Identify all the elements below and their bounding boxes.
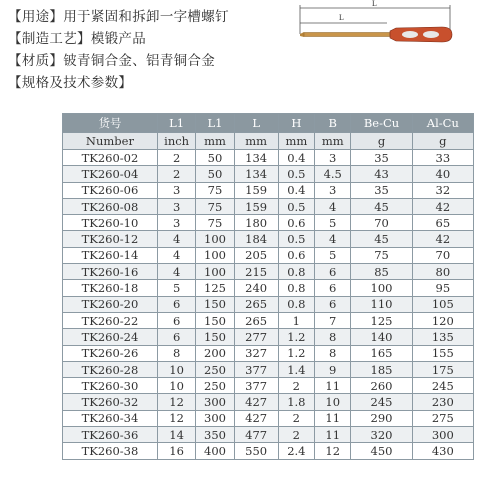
table-cell: 10	[157, 361, 195, 377]
table-cell: 50	[196, 166, 234, 182]
column-header: L1	[157, 114, 195, 133]
table-cell: 135	[412, 329, 473, 345]
table-cell: 2	[278, 410, 314, 426]
table-cell: 155	[412, 345, 473, 361]
table-cell: 42	[412, 231, 473, 247]
table-row	[63, 150, 474, 166]
table-cell: 159	[234, 182, 278, 198]
table-row	[63, 215, 474, 231]
table-cell: 33	[412, 150, 473, 166]
table-cell: 0.8	[278, 296, 314, 312]
table-cell: 277	[234, 329, 278, 345]
table-cell: 45	[351, 198, 412, 214]
info-specs: 【规格及技术参数】	[8, 75, 133, 91]
table-cell: 185	[351, 361, 412, 377]
table-cell: 42	[412, 198, 473, 214]
table-cell: 100	[196, 247, 234, 263]
column-header: L1	[196, 114, 234, 133]
table-cell: 0.4	[278, 150, 314, 166]
table-cell: 65	[412, 215, 473, 231]
table-cell: 427	[234, 410, 278, 426]
table-cell: 0.4	[278, 182, 314, 198]
table-cell: 245	[351, 394, 412, 410]
table-cell: 0.5	[278, 166, 314, 182]
info-label: 材质	[21, 53, 50, 69]
table-cell: 350	[196, 427, 234, 443]
table-cell: 11	[315, 427, 351, 443]
table-cell: 12	[157, 394, 195, 410]
table-cell: 3	[157, 215, 195, 231]
table-row	[63, 296, 474, 312]
table-cell: 80	[412, 264, 473, 280]
table-row	[63, 280, 474, 296]
table-cell: 75	[196, 182, 234, 198]
table-row	[63, 378, 474, 394]
table-cell: 3	[315, 150, 351, 166]
product-number-cell: TK260-30	[63, 378, 158, 394]
column-unit: mm	[196, 133, 234, 150]
table-cell: 100	[196, 231, 234, 247]
table-cell: 4	[157, 231, 195, 247]
table-cell: 70	[351, 215, 412, 231]
table-cell: 4	[315, 198, 351, 214]
table-cell: 320	[351, 427, 412, 443]
table-cell: 6	[157, 312, 195, 328]
table-row	[63, 329, 474, 345]
column-unit: mm	[234, 133, 278, 150]
product-number-cell: TK260-12	[63, 231, 158, 247]
table-cell: 45	[351, 231, 412, 247]
table-cell: 11	[315, 410, 351, 426]
table-cell: 1.2	[278, 329, 314, 345]
product-number-cell: TK260-16	[63, 264, 158, 280]
table-cell: 175	[412, 361, 473, 377]
column-unit: inch	[157, 133, 195, 150]
table-cell: 215	[234, 264, 278, 280]
table-row	[63, 361, 474, 377]
table-cell: 550	[234, 443, 278, 459]
table-cell: 10	[315, 394, 351, 410]
table-cell: 75	[196, 215, 234, 231]
column-unit: g	[351, 133, 412, 150]
table-cell: 300	[196, 410, 234, 426]
length-label: L	[372, 0, 377, 8]
column-header: L	[234, 114, 278, 133]
column-header: Al-Cu	[412, 114, 473, 133]
table-cell: 430	[412, 443, 473, 459]
table-cell: 6	[157, 329, 195, 345]
table-cell: 3	[157, 182, 195, 198]
table-row	[63, 231, 474, 247]
table-cell: 125	[351, 312, 412, 328]
table-cell: 0.5	[278, 198, 314, 214]
product-number-cell: TK260-06	[63, 182, 158, 198]
table-cell: 120	[412, 312, 473, 328]
table-row	[63, 264, 474, 280]
column-unit: g	[412, 133, 473, 150]
table-cell: 0.5	[278, 231, 314, 247]
table-cell: 240	[234, 280, 278, 296]
column-header: 货号	[63, 114, 158, 133]
table-cell: 180	[234, 215, 278, 231]
table-cell: 5	[315, 215, 351, 231]
table-cell: 16	[157, 443, 195, 459]
blade-length-label: L	[339, 13, 344, 22]
table-row	[63, 182, 474, 198]
table-cell: 40	[412, 166, 473, 182]
table-cell: 2.4	[278, 443, 314, 459]
info-text: 用于紧固和拆卸一字槽螺钉	[63, 9, 229, 25]
table-cell: 205	[234, 247, 278, 263]
table-cell: 1.4	[278, 361, 314, 377]
table-cell: 377	[234, 361, 278, 377]
table-header-row	[63, 114, 474, 133]
table-cell: 75	[196, 198, 234, 214]
product-number-cell: TK260-36	[63, 427, 158, 443]
table-cell: 0.8	[278, 264, 314, 280]
table-cell: 7	[315, 312, 351, 328]
table-cell: 14	[157, 427, 195, 443]
table-row	[63, 443, 474, 459]
table-cell: 1.2	[278, 345, 314, 361]
info-text: 铍青铜合金、铝青铜合金	[63, 53, 216, 69]
table-cell: 50	[196, 150, 234, 166]
table-cell: 0.6	[278, 247, 314, 263]
table-cell: 250	[196, 378, 234, 394]
table-cell: 2	[157, 166, 195, 182]
table-cell: 4	[315, 231, 351, 247]
table-cell: 1.8	[278, 394, 314, 410]
table-cell: 200	[196, 345, 234, 361]
table-cell: 8	[157, 345, 195, 361]
table-cell: 8	[315, 329, 351, 345]
table-cell: 140	[351, 329, 412, 345]
product-number-cell: TK260-24	[63, 329, 158, 345]
screwdriver-handle	[390, 27, 452, 42]
table-cell: 8	[315, 345, 351, 361]
table-cell: 377	[234, 378, 278, 394]
table-row	[63, 247, 474, 263]
table-row	[63, 198, 474, 214]
table-cell: 105	[412, 296, 473, 312]
table-row	[63, 166, 474, 182]
product-number-cell: TK260-32	[63, 394, 158, 410]
table-cell: 6	[315, 280, 351, 296]
table-cell: 4.5	[315, 166, 351, 182]
table-cell: 250	[196, 361, 234, 377]
product-number-cell: TK260-20	[63, 296, 158, 312]
table-cell: 300	[196, 394, 234, 410]
info-label: 制造工艺	[21, 31, 78, 47]
table-cell: 400	[196, 443, 234, 459]
table-cell: 3	[315, 182, 351, 198]
table-subheader-row	[63, 133, 474, 150]
info-label: 规格及技术参数	[21, 75, 119, 91]
table-cell: 150	[196, 296, 234, 312]
table-cell: 110	[351, 296, 412, 312]
table-cell: 6	[157, 296, 195, 312]
column-header: Be-Cu	[351, 114, 412, 133]
table-cell: 477	[234, 427, 278, 443]
table-cell: 0.6	[278, 215, 314, 231]
table-cell: 6	[315, 264, 351, 280]
table-cell: 134	[234, 150, 278, 166]
column-header: H	[278, 114, 314, 133]
table-cell: 260	[351, 378, 412, 394]
table-cell: 70	[412, 247, 473, 263]
table-cell: 5	[157, 280, 195, 296]
screwdriver-tip	[300, 32, 304, 37]
product-number-cell: TK260-04	[63, 166, 158, 182]
table-cell: 4	[157, 264, 195, 280]
table-cell: 43	[351, 166, 412, 182]
table-cell: 2	[278, 427, 314, 443]
product-number-cell: TK260-26	[63, 345, 158, 361]
table-cell: 9	[315, 361, 351, 377]
table-row	[63, 427, 474, 443]
product-number-cell: TK260-18	[63, 280, 158, 296]
table-row	[63, 394, 474, 410]
table-cell: 150	[196, 312, 234, 328]
table-cell: 85	[351, 264, 412, 280]
table-cell: 184	[234, 231, 278, 247]
table-cell: 125	[196, 280, 234, 296]
table-cell: 427	[234, 394, 278, 410]
table-cell: 35	[351, 150, 412, 166]
table-cell: 2	[278, 378, 314, 394]
product-number-cell: TK260-22	[63, 312, 158, 328]
table-cell: 265	[234, 296, 278, 312]
info-label: 用途	[21, 9, 50, 25]
info-material: 【材质】铍青铜合金、铝青铜合金	[8, 53, 216, 69]
table-cell: 100	[351, 280, 412, 296]
info-usage: 【用途】用于紧固和拆卸一字槽螺钉	[8, 9, 229, 25]
table-row	[63, 312, 474, 328]
product-number-cell: TK260-38	[63, 443, 158, 459]
product-number-cell: TK260-14	[63, 247, 158, 263]
table-cell: 100	[196, 264, 234, 280]
table-cell: 450	[351, 443, 412, 459]
screwdriver-shaft	[304, 33, 390, 37]
table-cell: 5	[315, 247, 351, 263]
table-cell: 10	[157, 378, 195, 394]
table-body	[63, 150, 474, 460]
product-number-cell: TK260-02	[63, 150, 158, 166]
info-text: 模锻产品	[90, 31, 147, 47]
product-number-cell: TK260-28	[63, 361, 158, 377]
product-number-cell: TK260-08	[63, 198, 158, 214]
column-unit: Number	[63, 133, 158, 150]
spec-table	[62, 113, 474, 460]
table-cell: 159	[234, 198, 278, 214]
table-cell: 35	[351, 182, 412, 198]
table-row	[63, 410, 474, 426]
table-cell: 150	[196, 329, 234, 345]
product-number-cell: TK260-10	[63, 215, 158, 231]
info-process: 【制造工艺】模锻产品	[8, 31, 147, 47]
table-cell: 134	[234, 166, 278, 182]
table-cell: 230	[412, 394, 473, 410]
table-cell: 12	[157, 410, 195, 426]
table-cell: 1	[278, 312, 314, 328]
table-cell: 4	[157, 247, 195, 263]
product-info	[8, 6, 308, 94]
table-cell: 3	[157, 198, 195, 214]
table-cell: 12	[315, 443, 351, 459]
table-cell: 32	[412, 182, 473, 198]
product-number-cell: TK260-34	[63, 410, 158, 426]
table-cell: 6	[315, 296, 351, 312]
column-header: B	[315, 114, 351, 133]
table-cell: 2	[157, 150, 195, 166]
table-cell: 300	[412, 427, 473, 443]
table-cell: 0.8	[278, 280, 314, 296]
table-row	[63, 345, 474, 361]
table-cell: 95	[412, 280, 473, 296]
table-cell: 290	[351, 410, 412, 426]
table-cell: 327	[234, 345, 278, 361]
table-cell: 265	[234, 312, 278, 328]
table-cell: 165	[351, 345, 412, 361]
table-cell: 245	[412, 378, 473, 394]
table-cell: 75	[351, 247, 412, 263]
screwdriver-diagram	[292, 0, 462, 48]
column-unit: mm	[278, 133, 314, 150]
column-unit: mm	[315, 133, 351, 150]
table-cell: 275	[412, 410, 473, 426]
table-cell: 11	[315, 378, 351, 394]
